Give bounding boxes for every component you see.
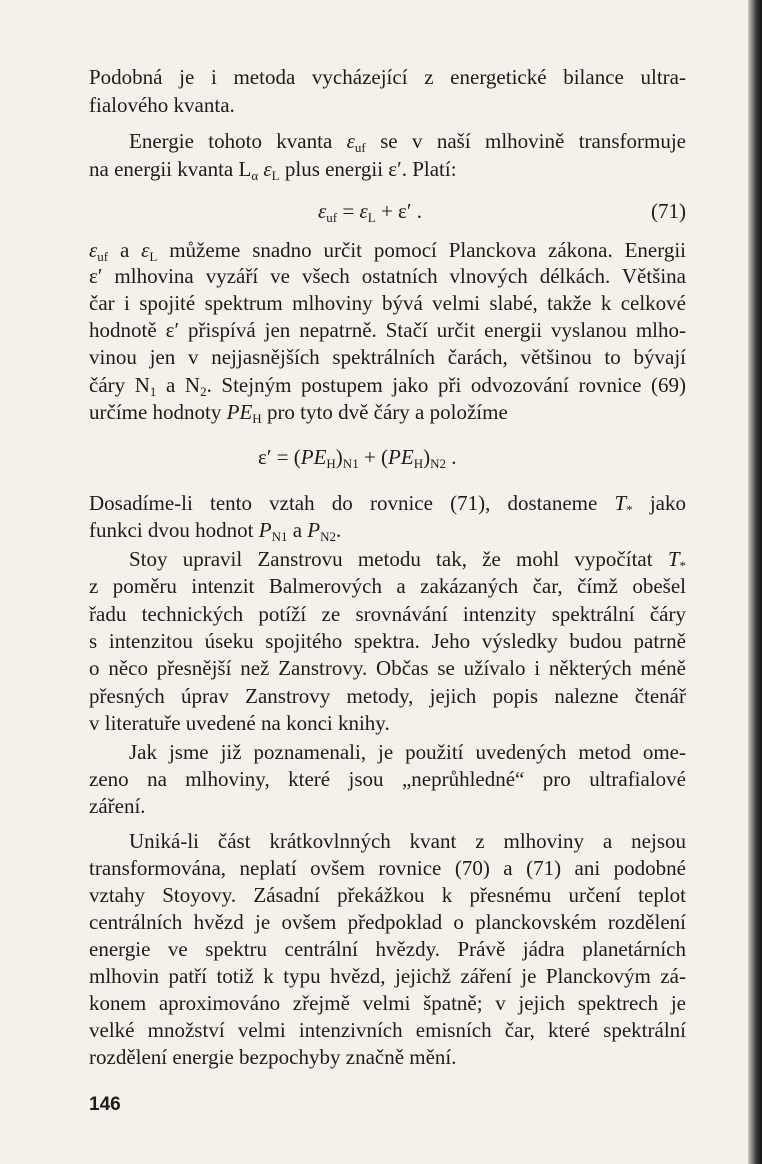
text-line: přesných úprav Zanstrovy metody, jejich popis nalezne čtenář	[89, 684, 686, 708]
text-line: na energii kvanta $L_\alpha$ $\varepsilon_L$ plus energii ε′. Platí:	[89, 157, 457, 183]
text-line: v literatuře uvedené na konci knihy.	[89, 711, 390, 735]
text-line: z poměru intenzit Balmerových a zakázaných čar, čímž obešel	[89, 574, 686, 598]
text-line: vztahy Stoyovy. Zásadní překážkou k přesnému určení teplot	[89, 883, 686, 907]
text-line: funkci dvou hodnot $P_{N1}$ a $P_{N2}$.	[89, 518, 342, 544]
text-line: Dosadíme-li tento vztah do rovnice (71), dostaneme $T_*$ jako	[89, 491, 686, 517]
text-line: čar i spojité spektrum mlhoviny bývá velmi slabé, takže k celkové	[89, 291, 686, 315]
text-line: velké množství velmi intenzivních emisních čar, které spektrální	[89, 1018, 686, 1042]
text-line: $\varepsilon_{uf}$ a $\varepsilon_L$ můžeme snadno určit pomocí Planckova zákona. Energii	[89, 238, 686, 264]
text-line: Podobná je i metoda vycházející z energetické bilance ultra-	[89, 65, 686, 89]
text-line: Energie tohoto kvanta $\varepsilon_{uf}$ se v naší mlhovině transformuje	[129, 129, 686, 155]
equation-epsilon-prime: $\varepsilon' = (PE_H)_{N1} + (PE_H)_{N2}$ .	[258, 445, 457, 471]
text-line: s intenzitou úseku spojitého spektra. Jeho výsledky budou patrně	[89, 629, 686, 653]
text-line: řadu technických potíží ze srovnávání intenzity spektrální čáry	[89, 602, 686, 626]
page-edge-shadow	[748, 0, 762, 1164]
text-line: rozdělení energie bezpochyby značně mění.	[89, 1045, 457, 1069]
equation-number: (71)	[651, 199, 686, 223]
text-line: Jak jsme již poznamenali, je použití uvedených metod ome-	[129, 740, 686, 764]
text-line: určíme hodnoty $PE_H$ pro tyto dvě čáry a položíme	[89, 400, 508, 426]
text-line: záření.	[89, 794, 146, 818]
text-line: zeno na mlhoviny, které jsou „neprůhledné“ pro ultrafialové	[89, 767, 686, 791]
text-line: Stoy upravil Zanstrovu metodu tak, že mohl vypočítat $T_*$	[129, 547, 686, 573]
text-line: ε′ mlhovina vyzáří ve všech ostatních vlnových délkách. Většina	[89, 264, 686, 288]
page-number: 146	[89, 1094, 121, 1115]
text-line: transformována, neplatí ovšem rovnice (70) a (71) ani podobné	[89, 856, 686, 880]
text-line: mlhovin patří totiž k typu hvězd, jejichž záření je Planckovým zá-	[89, 964, 686, 988]
text-line: centrálních hvězd je ovšem předpoklad o planckovském rozdělení	[89, 910, 686, 934]
equation-71: $\varepsilon_{uf} = \varepsilon_L + \varepsilon'$ .	[318, 199, 422, 225]
text-line: fialového kvanta.	[89, 93, 235, 117]
text-line: hodnotě ε′ přispívá jen nepatrně. Stačí určit energii vyslanou mlho-	[89, 318, 686, 342]
text-line: čáry $N_1$ a $N_2$. Stejným postupem jako při odvozování rovnice (69)	[89, 373, 686, 399]
text-line: Uniká-li část krátkovlnných kvant z mlhoviny a nejsou	[129, 829, 686, 853]
text-line: o něco přesnější než Zanstrovy. Občas se užívalo i některých méně	[89, 656, 686, 680]
text-line: konem aproximováno zřejmě velmi špatně; v jejich spektrech je	[89, 991, 686, 1015]
text-line: vinou jen v nejjasnějších spektrálních čarách, většinou to bývají	[89, 345, 686, 369]
text-line: energie ve spektru centrální hvězdy. Právě jádra planetárních	[89, 937, 686, 961]
